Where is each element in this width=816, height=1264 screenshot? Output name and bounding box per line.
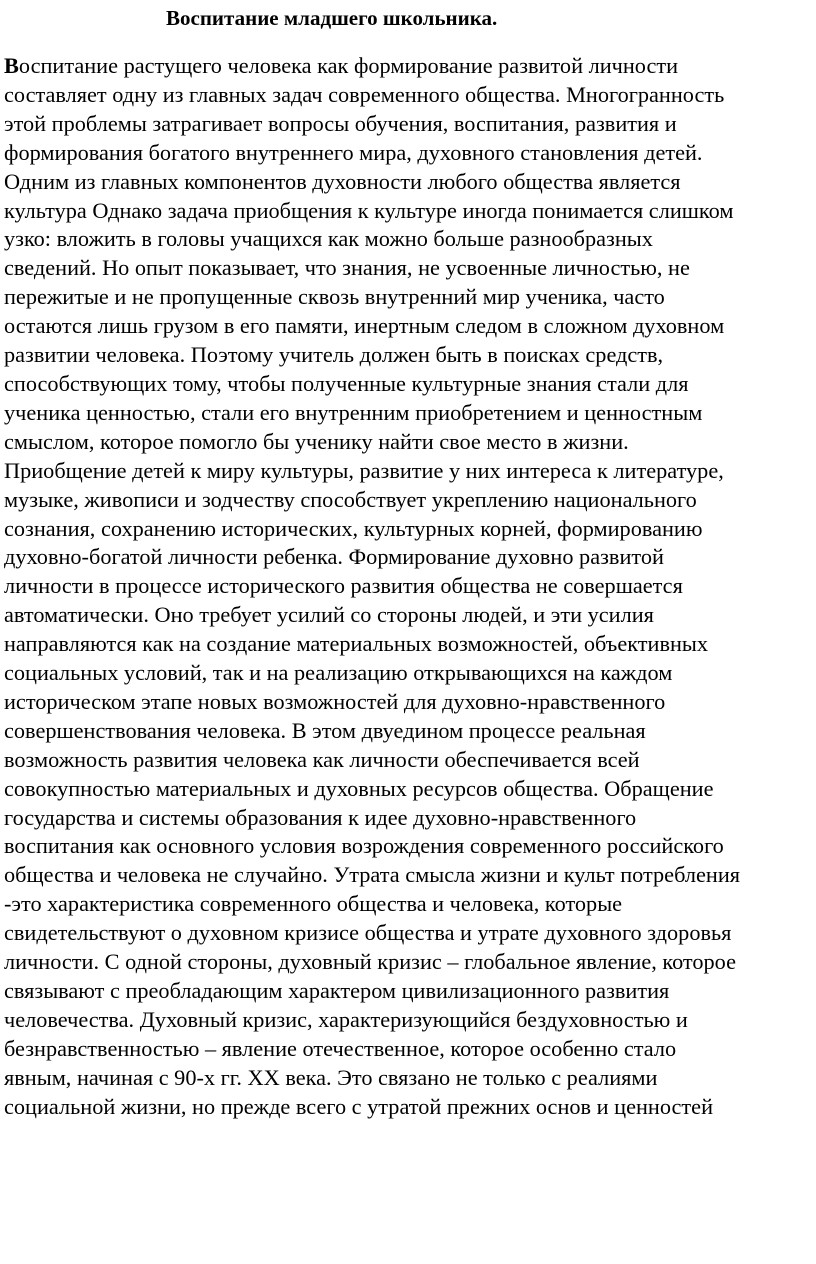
text-line: музыке, живописи и зодчеству способствует укреплению национального (4, 486, 697, 512)
text-line: формирования богатого внутреннего мира, духовного становления детей. (4, 139, 703, 165)
text-line: остаются лишь грузом в его памяти, инертным следом в сложном духовном (4, 313, 725, 339)
text-line: этой проблемы затрагивает вопросы обучения, воспитания, развития и (4, 110, 677, 136)
text-line: ученика ценностью, стали его внутренним приобретением и ценностным (4, 399, 703, 425)
text-line: Одним из главных компонентов духовности любого общества является (4, 168, 681, 194)
text-line: культура Однако задача приобщения к культуре иногда понимается слишком (4, 197, 734, 223)
text-line: пережитые и не пропущенные сквозь внутренний мир ученика, часто (4, 284, 665, 310)
text-line: личности в процессе исторического развития общества не совершается (4, 573, 683, 599)
text-line: сознания, сохранению исторических, культурных корней, формированию (4, 515, 703, 541)
text-line: общества и человека не случайно. Утрата смысла жизни и культ потребления (4, 862, 741, 888)
text-line: возможность развития человека как личности обеспечивается всей (4, 746, 640, 772)
text-line: связывают с преобладающим характером цивилизационного развития (4, 978, 670, 1003)
text-line: историческом этапе новых возможностей для духовно-нравственного (4, 688, 666, 714)
text-line: совокупностью материальных и духовных ресурсов общества. Обращение (4, 775, 714, 801)
text-line: явным, начиная с 90-х гг. XX века. Это связано не только с реалиями (4, 1064, 658, 1090)
text-line-content: оспитание растущего человека как формирование развитой личности (18, 53, 679, 78)
text-line: Приобщение детей к миру культуры, развитие у них интереса к литературе, (4, 457, 724, 483)
text-line: духовно-богатой личности ребенка. Формирование духовно развитой (4, 544, 664, 570)
text-line (4, 52, 808, 81)
text-line: способствующих тому, чтобы полученные культурные знания стали для (4, 370, 689, 396)
text-line: автоматически. Оно требует усилий со стороны людей, и эти усилия (4, 602, 654, 628)
text-line: узко: вложить в головы учащихся как можно больше разнообразных (4, 226, 653, 252)
text-line: -это характеристика современного общества и человека, которые (4, 891, 623, 917)
text-line: государства и системы образования к идее духовно-нравственного (4, 804, 637, 830)
document-body (4, 52, 808, 1122)
document-title: Воспитание младшего школьника. (166, 6, 498, 30)
text-line: безнравственностью – явление отечественное, которое особенно стало (4, 1035, 677, 1061)
text-line: свидетельствуют о духовном кризисе общества и утрате духовного здоровья (4, 920, 732, 946)
text-line: личности. С одной стороны, духовный кризис – глобальное явление, которое (4, 949, 736, 975)
text-line: развитии человека. Поэтому учитель должен быть в поисках средств, (4, 342, 664, 368)
drop-letter: В (4, 53, 19, 78)
text-line: воспитания как основного условия возрождения современного российского (4, 833, 724, 859)
text-line: сведений. Но опыт показывает, что знания, не усвоенные личностью, не (4, 255, 690, 281)
text-line: совершенствования человека. В этом двуедином процессе реальная (4, 717, 646, 743)
text-line: социальной жизни, но прежде всего с утратой прежних основ и ценностей (4, 1093, 714, 1119)
text-line: социальных условий, так и на реализацию открывающихся на каждом (4, 660, 673, 686)
text-line: человечества. Духовный кризис, характеризующийся бездуховностью и (4, 1006, 688, 1032)
text-line: направляются как на создание материальных возможностей, объективных (4, 631, 709, 657)
text-line: составляет одну из главных задач современного общества. Многогранность (4, 81, 725, 107)
text-line: смыслом, которое помогло бы ученику найти свое место в жизни. (4, 428, 629, 454)
